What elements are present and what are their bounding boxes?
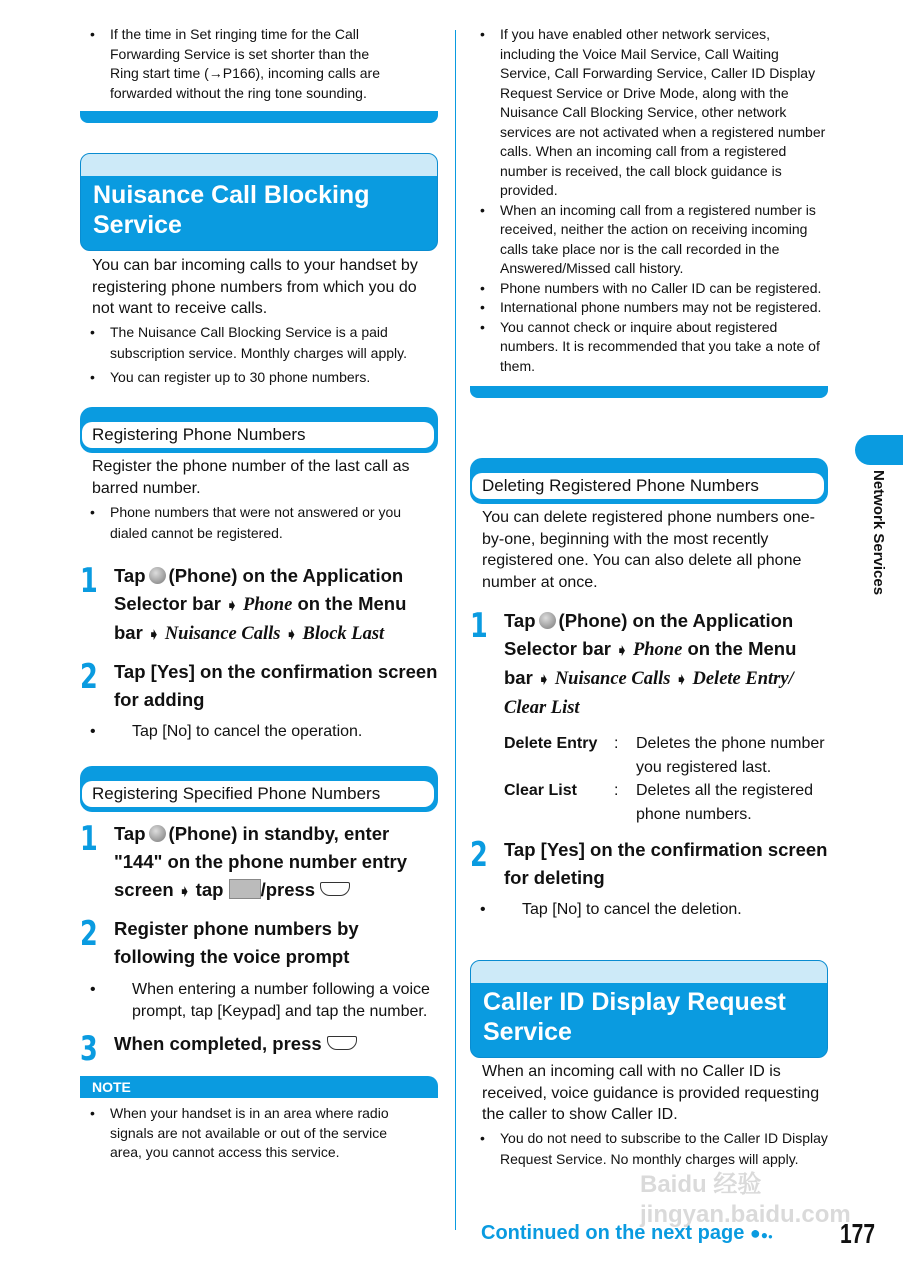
section-text: When an incoming call with no Caller ID is received, voice guidance is provided requesting the caller to show Caller ID. — [482, 1063, 820, 1123]
section-heading-caller-id — [470, 960, 828, 1058]
definition-row — [470, 779, 828, 826]
step-text: Tap [Yes] on the confirmation screen for deleting — [504, 839, 828, 888]
step-text: Tap — [504, 610, 536, 631]
step-number: 1 — [470, 606, 488, 646]
arrow-icon: ➧ — [616, 642, 628, 658]
dots-icon: ●●● — [749, 1223, 773, 1243]
end-button-icon — [327, 1036, 357, 1050]
phone-icon — [149, 567, 166, 584]
menu-phone: Phone — [242, 595, 293, 615]
right-column — [470, 25, 828, 398]
subheading-text: Registering Specified Phone Numbers — [82, 781, 434, 807]
section-bullet: • You do not need to subscribe to the Caller ID Display Request Service. No monthly charges will apply. — [470, 1128, 828, 1171]
send-button-icon — [320, 882, 350, 896]
step-3 — [80, 1029, 438, 1069]
section-heading-nuisance — [80, 153, 438, 251]
subheading-specified — [80, 766, 438, 812]
step-text: Tap — [114, 565, 146, 586]
arrow-icon: ➧ — [147, 626, 160, 642]
step-2 — [470, 836, 828, 892]
subheading-text: Registering Phone Numbers — [82, 422, 434, 448]
step-text: Tap [Yes] on the confirmation screen for adding — [114, 661, 438, 710]
subheading-text: Deleting Registered Phone Numbers — [472, 473, 824, 499]
side-tab — [855, 435, 903, 465]
section-title: Nuisance Call Blocking Service — [93, 181, 370, 239]
page-number: 177 — [840, 1218, 876, 1249]
subheading-registering — [80, 407, 438, 453]
menu-delete-entry: Delete Entry/ Clear List — [504, 669, 794, 718]
step-number: 1 — [80, 819, 98, 859]
colon: : — [614, 735, 619, 752]
info-bullet: • If you have enabled other network services, including the Voice Mail Service, Call Waiting Service, Call Forwarding Service, Caller ID Display Request Service or Drive Mode, along with the Nuisance Call Blocking Service, other network services are not activated when a registered number calls. When an incoming call from a registered number is received, the call block guidance is provided. — [470, 25, 828, 201]
step-text: on the Menu bar — [504, 638, 797, 688]
intro-bullet: • You can register up to 30 phone numbers. — [80, 368, 438, 388]
note-label: NOTE — [80, 1076, 438, 1098]
info-bullet: • When an incoming call from a registered number is received, neither the action on receiving incoming calls take place nor is the call recorded in the Answered/Missed call history. — [470, 201, 828, 279]
menu-block-last: Block Last — [302, 624, 385, 644]
step-text: tap — [195, 879, 224, 900]
menu-phone: Phone — [632, 640, 683, 660]
menu-nuisance-calls: Nuisance Calls — [554, 669, 671, 689]
step-number: 2 — [80, 914, 98, 954]
step-number: 3 — [80, 1029, 98, 1069]
box-end-bar — [80, 111, 438, 123]
box-end-bar — [470, 386, 828, 398]
step-text: on the Menu bar — [114, 593, 407, 643]
sub1-bullet: • Phone numbers that were not answered or you dialed cannot be registered. — [80, 502, 438, 544]
step-text: When completed, press — [114, 1033, 322, 1054]
phone-icon — [149, 825, 166, 842]
step-1 — [470, 607, 828, 722]
info-bullet: • Phone numbers with no Caller ID can be registered. — [470, 279, 828, 299]
intro-bullet: • The Nuisance Call Blocking Service is a paid subscription service. Monthly charges will apply. — [80, 322, 438, 364]
step-2 — [80, 658, 438, 714]
arrow-icon: ➧ — [178, 883, 191, 899]
phone-icon — [539, 612, 556, 629]
step-number: 1 — [80, 561, 98, 601]
step-bullet: • Tap [No] to cancel the operation. — [80, 722, 438, 742]
arrow-icon: ➧ — [285, 626, 298, 642]
sub-text: You can delete registered phone numbers one-by-one, beginning with the most recently registered one. You can also delete all phone number at once. — [482, 509, 815, 591]
step-bullet: • Tap [No] to cancel the deletion. — [470, 900, 828, 920]
call-key-icon — [229, 879, 261, 899]
step-1 — [80, 562, 438, 648]
step-2 — [80, 915, 438, 971]
column-divider — [455, 30, 456, 1230]
menu-nuisance-calls: Nuisance Calls — [164, 624, 281, 644]
def-term: Clear List — [504, 782, 577, 799]
step-text: (Phone) on the Application Selector bar — [504, 610, 794, 659]
step-1 — [80, 820, 438, 905]
sub1-text: Register the phone number of the last call as barred number. — [92, 458, 410, 497]
left-column — [80, 25, 438, 123]
watermark: Baidu 经验 jingyan.baidu.com — [640, 1171, 851, 1228]
def-desc: Deletes the phone number you registered last. — [636, 735, 825, 776]
step-text: /press — [260, 879, 316, 900]
step-text: Register phone numbers by following the voice prompt — [114, 918, 359, 967]
arrow-icon: ➧ — [226, 597, 238, 613]
arrow-icon: ➧ — [675, 671, 688, 687]
step-number: 2 — [80, 657, 98, 697]
continued-label: Continued on the next page — [481, 1222, 745, 1244]
arrow-icon: ➧ — [537, 671, 550, 687]
def-desc: Deletes all the registered phone numbers. — [636, 782, 813, 823]
info-bullet: • International phone numbers may not be registered. — [470, 298, 828, 318]
step-text: (Phone) on the Application Selector bar — [114, 565, 404, 614]
info-bullet: • You cannot check or inquire about registered numbers. It is recommended that you take a note of them. — [470, 318, 828, 377]
intro-text: You can bar incoming calls to your handset by registering phone numbers from which you do not want to receive calls. — [92, 257, 418, 317]
subheading-deleting — [470, 458, 828, 504]
section-title: Caller ID Display Request Service — [483, 988, 786, 1046]
side-tab-label: Network Services — [870, 470, 887, 596]
definition-row — [470, 732, 828, 779]
step-text: Tap — [114, 823, 146, 844]
step-bullet: • When entering a number following a voice prompt, tap [Keypad] and tap the number. — [80, 979, 438, 1022]
step-text: (Phone) in standby, enter "144" on the phone number entry screen — [114, 823, 408, 900]
step-number: 2 — [470, 835, 488, 875]
colon: : — [614, 782, 619, 799]
top-bullet: • If the time in Set ringing time for the Call Forwarding Service is set shorter than the Ring start time (→P166), incoming calls are forwarded without the ring tone sounding. — [80, 25, 438, 103]
note-bullet: • When your handset is in an area where radio signals are not available or out of the service area, you cannot access this service. — [80, 1104, 438, 1163]
def-term: Delete Entry — [504, 735, 598, 752]
